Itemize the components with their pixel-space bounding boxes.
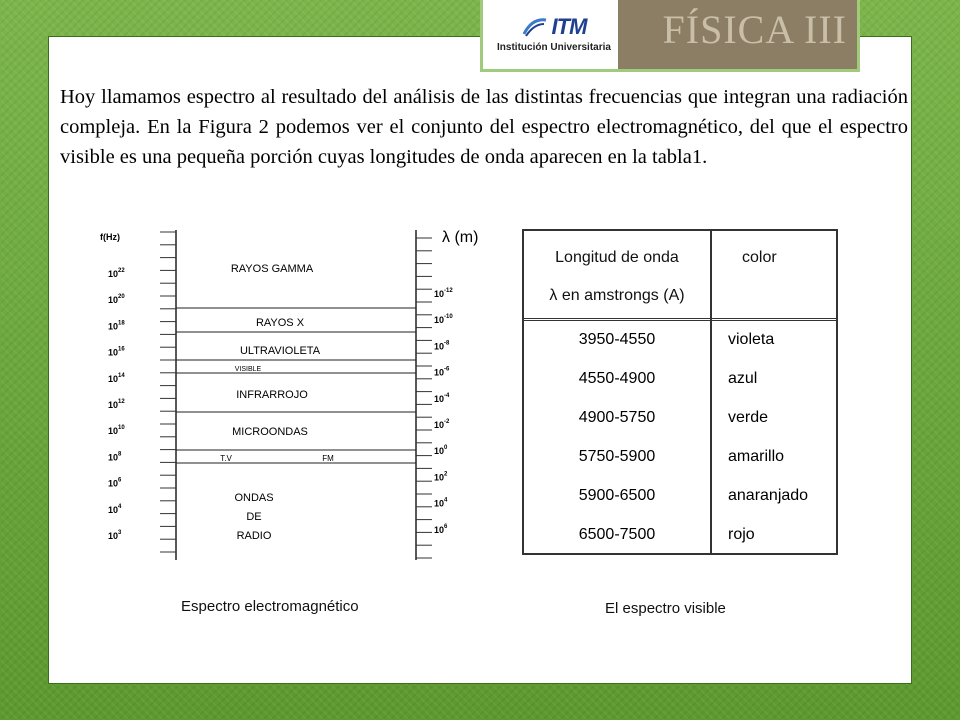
band-visible: VISIBLE [234,366,262,373]
table-column-divider [710,231,712,553]
table-cell-wavelength: 5750-5900 [578,448,656,465]
freq-tick-label: $10^3$ [108,530,122,541]
itm-swoosh-icon [522,16,548,38]
band-gamma: RAYOS GAMMA [230,263,314,275]
freq-tick-label: $10^{16}$ [108,346,125,358]
wave-tick-label: $10^0$ [434,445,448,457]
freq-tick-label: $10^{10}$ [108,425,125,437]
band-fm: FM [322,454,334,463]
logo-text: ITM [551,13,587,39]
electromagnetic-spectrum-figure [90,220,490,570]
table-cell-color: rojo [728,526,755,543]
band-radio-line3: RADIO [236,530,272,542]
header-wavelength-line1: Longitud de onda [555,249,679,266]
wave-tick-label: $10^4$ [434,497,448,509]
intro-paragraph: Hoy llamamos espectro al resultado del análisis de las distintas frecuencias que integran una radiación compleja. En la Figura 2 podemos ver el conjunto del espectro electromagnético, del que el espectro visible es una pequeña porción cuyas longitudes de onda aparecen en la tabla1. [60,86,908,168]
wave-tick-label: $10^2$ [434,471,448,483]
header-color: color [742,249,777,266]
spectrum-caption: Espectro electromagnético [181,598,359,615]
table-cell-wavelength: 4900-5750 [578,409,656,426]
table-cell-color: verde [728,409,769,426]
band-ir: INFRARROJO [236,389,308,401]
band-uv: ULTRAVIOLETA [239,345,321,357]
wave-axis-label: λ (m) [442,229,479,246]
freq-tick-label: $10^{14}$ [108,372,125,384]
freq-tick-label: $10^{22}$ [108,268,125,279]
wave-tick-label: $10^{-6}$ [434,366,450,378]
wave-tick-label: $10^{-10}$ [434,314,453,326]
table-cell-wavelength: 5900-6500 [578,487,656,504]
band-tv: T.V [220,454,232,463]
freq-tick-label: $10^6$ [108,477,122,489]
freq-tick-label: $10^{20}$ [108,294,125,306]
table-cell-color: anaranjado [728,487,809,504]
header-banner [480,0,860,72]
slide-title: FÍSICA III [662,7,847,52]
freq-tick-label: $10^4$ [108,503,122,515]
band-micro: MICROONDAS [232,426,308,438]
band-radio-line1: ONDAS [234,492,274,504]
wave-tick-label: $10^{-8}$ [434,340,450,352]
wave-tick-label: $10^{-4}$ [434,392,450,404]
left-axis-ticks [160,232,176,552]
table-cell-color: amarillo [728,448,785,465]
freq-tick-labels [108,268,125,541]
wave-tick-label: $10^{-12}$ [434,288,453,299]
freq-tick-label: $10^{18}$ [108,320,125,332]
table-caption: El espectro visible [605,600,726,617]
table-header [524,231,836,321]
freq-tick-label: $10^{12}$ [108,399,125,410]
header-wavelength-line2: λ en amstrongs (A) [549,287,685,304]
table-cell-wavelength: 4550-4900 [578,370,656,387]
wave-tick-labels [434,288,453,535]
table-cell-wavelength: 6500-7500 [578,526,656,543]
right-axis-ticks [416,238,432,558]
table-cell-color: violeta [728,331,775,348]
freq-tick-label: $10^8$ [108,451,122,463]
band-radio-line2: DE [246,511,262,523]
itm-logo [489,4,619,62]
table-cell-wavelength: 3950-4550 [578,331,656,348]
wave-tick-label: $10^6$ [434,523,448,535]
logo-subtitle: Institución Universitaria [497,41,611,53]
visible-spectrum-table [522,229,838,555]
band-xray: RAYOS X [255,317,305,329]
freq-axis-label: f(Hz) [100,232,120,242]
table-cell-color: azul [728,370,758,387]
wave-tick-label: $10^{-2}$ [434,419,450,430]
